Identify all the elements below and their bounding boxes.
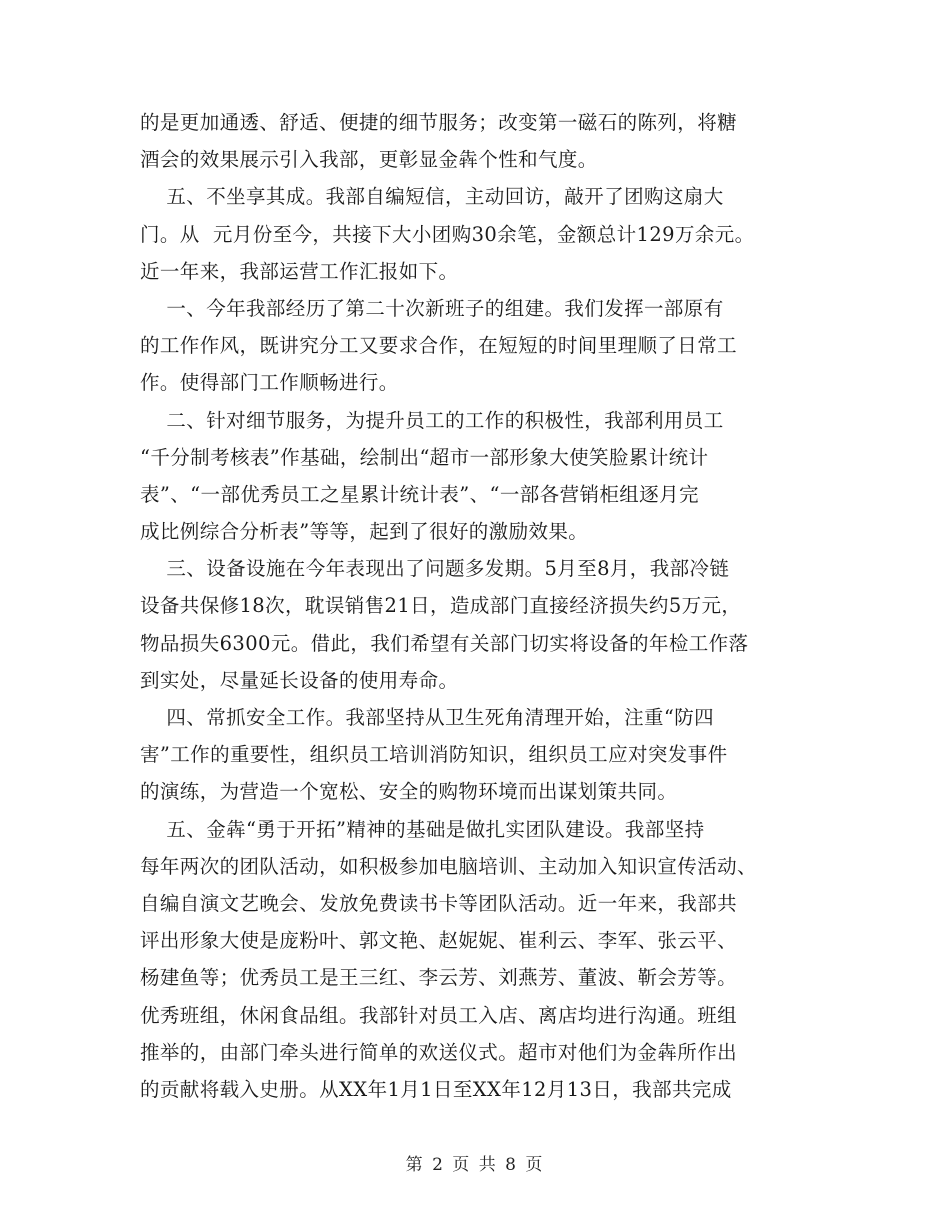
text-line: 四、常抓安全工作。我部坚持从卫生死角清理开始，注重“防四: [140, 706, 715, 729]
text-line: 到实处，尽量延长设备的使用寿命。: [140, 668, 459, 692]
text-line: 的是更加通透、舒适、便捷的细节服务；改变第一磁石的陈列，将糖: [140, 111, 738, 134]
text-line: “千分制考核表”作基础，绘制出“超市一部形象大使笑脸累计统计: [140, 445, 709, 469]
text-line: 每年两次的团队活动，如积极参加电脑培训、主动加入知识宣传活动、: [140, 854, 757, 878]
text-line: 五、金犇“勇于开拓”精神的基础是做扎实团队建设。我部坚持: [140, 817, 705, 841]
body-text: [140, 104, 810, 1108]
text-line: 推举的，由部门牵头进行简单的欢送仪式。超市对他们为金犇所作出: [140, 1040, 738, 1064]
text-line: 成比例综合分析表”等等，起到了很好的激励效果。: [140, 520, 589, 544]
page-number-footer: 第 2 页 共 8 页: [405, 1155, 545, 1175]
text-line: 杨建鱼等；优秀员工是王三红、李云芳、刘燕芳、董波、靳会芳等。: [140, 966, 738, 990]
text-line: 的贡献将载入史册。从XX年1月1日至XX年12月13日，我部共完成: [140, 1077, 732, 1101]
text-line: 二、针对细节服务，为提升员工的工作的积极性，我部利用员工: [140, 408, 724, 432]
text-line: 表”、“一部优秀员工之星累计统计表”、“一部各营销柜组逐月完: [140, 482, 699, 506]
text-line: 设备共保修18次，耽误销售21日，造成部门直接经济损失约5万元，: [140, 594, 742, 618]
text-line: 作。使得部门工作顺畅进行。: [140, 371, 399, 395]
text-line: 门。从 元月份至今，共接下大小团购30余笔，金额总计129万余元。: [140, 222, 755, 246]
text-line: 酒会的效果展示引入我部，更彰显金犇个性和气度。: [140, 148, 598, 172]
text-line: 近一年来，我部运营工作汇报如下。: [140, 259, 459, 283]
text-line: 评出形象大使是庞粉叶、郭文艳、赵妮妮、崔利云、李军、张云平、: [140, 929, 738, 953]
text-line: 三、设备设施在今年表现出了问题多发期。5月至8月，我部冷链: [140, 557, 730, 581]
text-line: 五、不坐享其成。我部自编短信，主动回访，敲开了团购这扇大: [140, 185, 724, 209]
text-line: 的工作作风，既讲究分工又要求合作，在短短的时间里理顺了日常工: [140, 334, 738, 358]
text-line: 物品损失6300元。借此，我们希望有关部门切实将设备的年检工作落: [140, 631, 749, 655]
text-line: 害”工作的重要性，组织员工培训消防知识，组织员工应对突发事件: [140, 743, 728, 767]
text-line: 的演练，为营造一个宽松、安全的购物环境而出谋划策共同。: [140, 780, 678, 804]
text-line: 一、今年我部经历了第二十次新班子的组建。我们发挥一部原有: [140, 296, 724, 320]
text-line: 优秀班组，休闲食品组。我部针对员工入店、离店均进行沟通。班组: [140, 1003, 738, 1027]
text-line: 自编自演文艺晚会、发放免费读书卡等团队活动。近一年来，我部共: [140, 891, 738, 915]
